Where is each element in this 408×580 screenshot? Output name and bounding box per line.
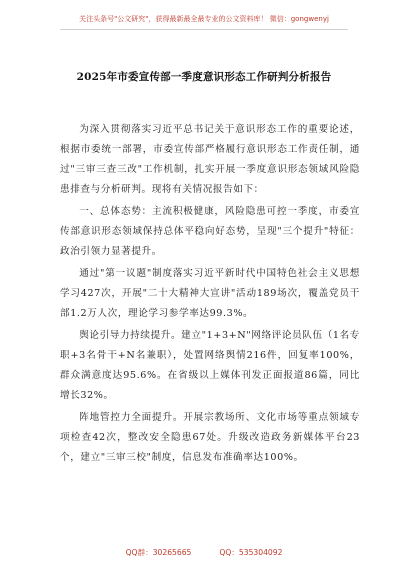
document-body [60,120,360,468]
paragraph-intro: 为深入贯彻落实习近平总书记关于意识形态工作的重要论述，根据市委统一部署，市委宣传部严格履行意识形态工作责任制，通过"三审三查三改"工作机制，扎实开展一季度意识形态领域风险隐患排查与分析研判。现将有关情况报告如下： [60,124,360,195]
paragraph-overall-situation: 一、总体态势：主流积极健康，风险隐患可控一季度，市委宣传部意识形态领域保持总体平稳向好态势，呈现"三个提升"特征：政治引领力显著提升。 [60,206,360,257]
footer-contact [0,548,408,558]
paragraph-platform-control: 阵地管控力全面提升。开展宗教场所、文化市场等重点领域专项检查42次，整改安全隐患67处。升级改造政务新媒体平台23个，建立"三审三校"制度，信息发布准确率达100%。 [60,412,360,463]
document-title: 2025年市委宣传部一季度意识形态工作研判分析报告 [76,71,332,83]
header-promo-note: 关注头条号"公文研究"，获得最新最全最专业的公文资料库！ 微信：gongwenyj [79,15,329,23]
paragraph-political-guidance: 通过"第一议题"制度落实习近平新时代中国特色社会主义思想学习427次，开展"二十大精神大宣讲"活动189场次，覆盖党员干部1.2万人次，理论学习参学率达99.3%。 [60,268,360,319]
paragraph-public-opinion: 舆论引导力持续提升。建立"1+3+N"网络评论员队伍（1名专职+3名骨干+N名兼职），处置网络舆情216件，回复率100%，群众满意度达95.6%。在省级以上媒体刊发正面报道86篇，同比增长32%。 [60,330,360,401]
footer-qq-number: QQ：535304092 [219,548,283,557]
footer-qq-group: QQ群：30265665 [125,548,192,557]
header-divider [60,29,348,30]
